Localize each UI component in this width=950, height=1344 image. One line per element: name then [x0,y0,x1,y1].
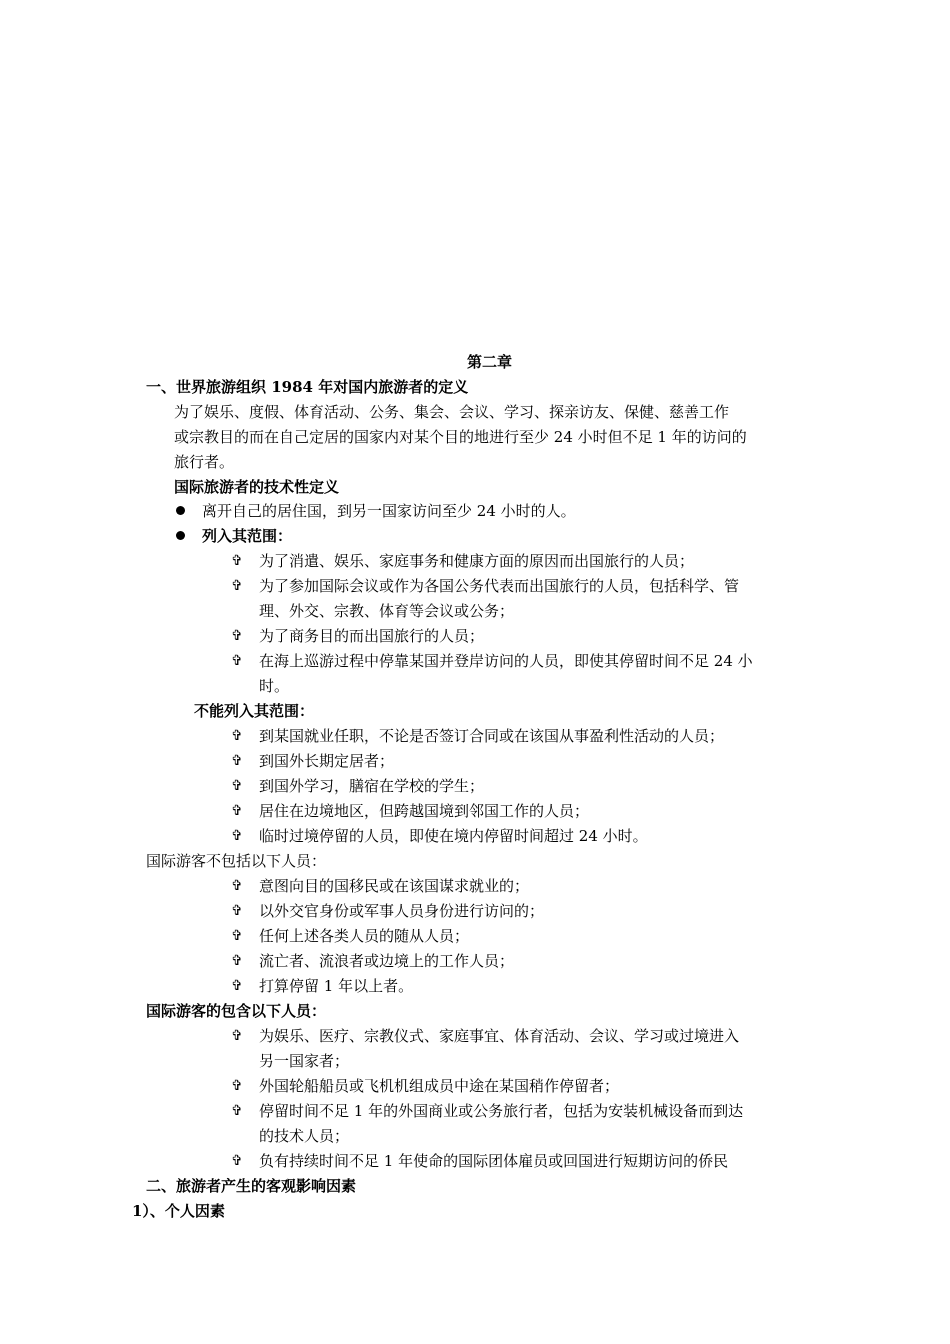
included-item: 为了参加国际会议或作为各国公务代表而出国旅行的人员，包括科学、管 [259,577,740,595]
include-item: 负有持续时间不足 1 年使命的国际团体雇员或回国进行短期访问的侨民 [259,1152,729,1170]
included-item: 为了商务目的而出国旅行的人员； [259,627,485,645]
section2-heading: 二、旅游者产生的客观影响因素 [146,1177,357,1195]
include-item-continued: 的技术人员； [259,1127,350,1145]
excluded-item: 临时过境停留的人员，即使在境内停留时间超过 24 小时。 [259,827,648,845]
section1-heading: 一、世界旅游组织 1984 年对国内旅游者的定义 [146,378,469,396]
chapter-title: 第二章 [467,353,513,371]
latin-cross-icon: ✞ [231,578,243,594]
not-include-item: 打算停留 1 年以上者。 [259,977,414,995]
excluded-item: 到某国就业任职，不论是否签订合同或在该国从事盈利性活动的人员； [259,727,725,745]
latin-cross-icon: ✞ [231,903,243,919]
definition-line-2: 或宗教目的而在自己定居的国家内对某个目的地进行至少 24 小时但不足 1 年的访问的 [174,428,747,446]
included-item: 为了消遣、娱乐、家庭事务和健康方面的原因而出国旅行的人员； [259,552,695,570]
definition-line-3: 旅行者。 [174,453,235,471]
latin-cross-icon: ✞ [231,753,243,769]
latin-cross-icon: ✞ [231,928,243,944]
include-item: 为娱乐、医疗、宗教仪式、家庭事宜、体育活动、会议、学习或过境进入 [259,1027,740,1045]
bullet-item-2: 列入其范围： [202,527,293,545]
latin-cross-icon: ✞ [231,828,243,844]
excluded-item: 到国外长期定居者； [259,752,395,770]
include-item: 外国轮船船员或飞机机组成员中途在某国稍作停留者； [259,1077,620,1095]
not-include-item: 意图向目的国移民或在该国谋求就业的； [259,877,530,895]
latin-cross-icon: ✞ [231,728,243,744]
not-include-item: 以外交官身份或军事人员身份进行访问的； [259,902,545,920]
excluded-heading: 不能列入其范围： [194,702,315,720]
latin-cross-icon: ✞ [231,1078,243,1094]
bullet-item-1: 离开自己的居住国，到另一国家访问至少 24 小时的人。 [202,502,576,520]
included-item-continued: 时。 [259,677,290,695]
included-item: 在海上巡游过程中停靠某国并登岸访问的人员，即使其停留时间不足 24 小 [259,652,753,670]
include-item: 停留时间不足 1 年的外国商业或公务旅行者，包括为安装机械设备而到达 [259,1102,744,1120]
latin-cross-icon: ✞ [231,803,243,819]
latin-cross-icon: ✞ [231,978,243,994]
include-item-continued: 另一国家者； [259,1052,350,1070]
latin-cross-icon: ✞ [231,653,243,669]
excluded-item: 到国外学习，膳宿在学校的学生； [259,777,485,795]
filled-circle-icon [176,506,185,515]
latin-cross-icon: ✞ [231,953,243,969]
latin-cross-icon: ✞ [231,553,243,569]
latin-cross-icon: ✞ [231,1153,243,1169]
latin-cross-icon: ✞ [231,628,243,644]
not-include-item: 任何上述各类人员的随从人员； [259,927,470,945]
not-include-item: 流亡者、流浪者或边境上的工作人员； [259,952,515,970]
latin-cross-icon: ✞ [231,878,243,894]
filled-circle-icon [176,531,185,540]
definition-line-1: 为了娱乐、度假、体育活动、公务、集会、会议、学习、探亲访友、保健、慈善工作 [174,403,730,421]
latin-cross-icon: ✞ [231,778,243,794]
latin-cross-icon: ✞ [231,1028,243,1044]
section2-sub1: 1）、个人因素 [132,1202,225,1220]
not-include-heading: 国际游客不包括以下人员： [146,852,327,870]
included-item-continued: 理、外交、宗教、体育等会议或公务； [259,602,515,620]
latin-cross-icon: ✞ [231,1103,243,1119]
excluded-item: 居住在边境地区，但跨越国境到邻国工作的人员； [259,802,590,820]
tech-def-heading: 国际旅游者的技术性定义 [174,478,340,496]
include-heading: 国际游客的包含以下人员： [146,1002,327,1020]
